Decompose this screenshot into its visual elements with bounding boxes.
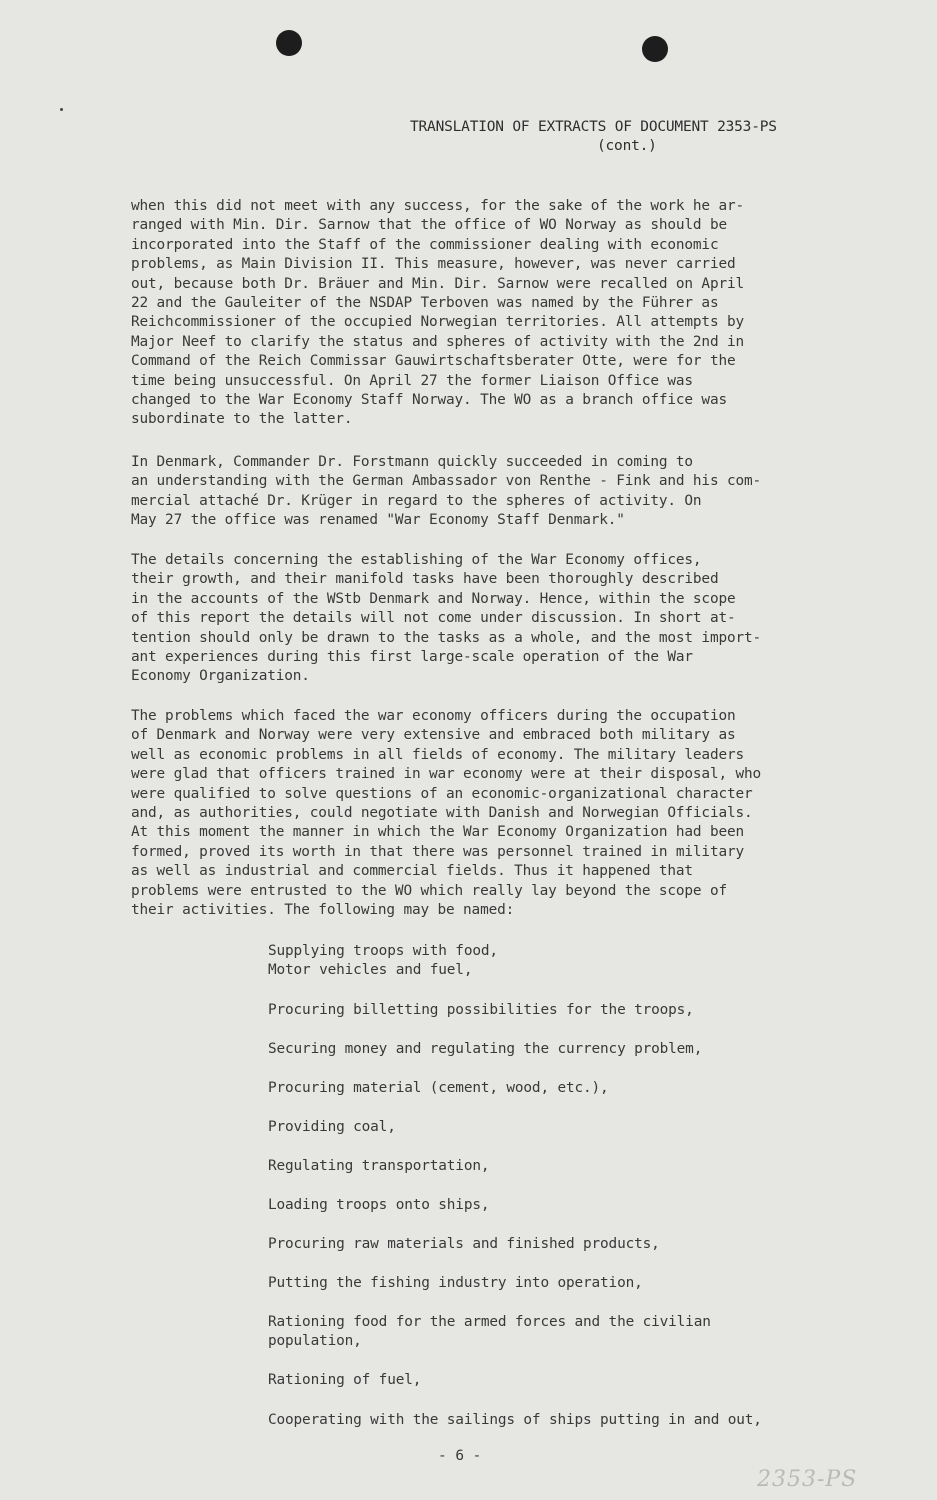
paragraph-norway: when this did not meet with any success, for the sake of the work he ar- ranged with Min. Dir. Sarnow that the office of WO Norway as should be incorporated into the Staff of the commissioner dealing with economic problems, as Main Division II. This measure, however, was never carried out, because both Dr. Bräuer and Min. Dir. Sarnow were recalled on April 22 and the Gauleiter of the NSDAP Terboven was named by the Führer as Reichcommissioner of the occupied Norwegian territories. All attempts by Major Neef to clarify the status and spheres of activity with the 2nd in Command of the Reich Commissar Gauwirtschaftsberater Otte, were for the time being unsuccessful. On April 27 the former Liaison Office was changed to the War Economy Staff Norway. The WO as a branch office was subordinate to the latter. xyxy=(131,198,745,428)
punch-hole-left xyxy=(276,30,302,56)
list-item: Putting the fishing industry into operation, xyxy=(268,1275,643,1291)
paper-speck xyxy=(60,108,63,111)
list-item: Securing money and regulating the currency problem, xyxy=(268,1041,703,1057)
list-item: Rationing food for the armed forces and the civilian population, xyxy=(268,1314,711,1350)
list-item: Procuring raw materials and finished products, xyxy=(268,1236,660,1252)
paragraph-denmark: In Denmark, Commander Dr. Forstmann quickly succeeded in coming to an understanding with the German Ambassador von Renthe - Fink and his com- mercial attaché Dr. Krüger in regard to the spheres of activity. On May 27 the office was renamed "War Economy Staff Denmark." xyxy=(131,454,762,529)
document-title: TRANSLATION OF EXTRACTS OF DOCUMENT 2353-PS xyxy=(410,119,777,135)
paragraph-details: The details concerning the establishing of the War Economy offices, their growth, and their manifold tasks have been thoroughly described in the accounts of the WStb Denmark and Norway. Hence, within the scope of this report the details will not come under discussion. In short at- tention should only be drawn to the tasks as a whole, and the most import- ant experiences during this first large-scale operation of the War Economy Organization. xyxy=(131,552,762,685)
document-header xyxy=(410,118,850,156)
document-number-stamp: 2353-PS xyxy=(757,1467,858,1492)
list-item: Providing coal, xyxy=(268,1119,396,1135)
paragraph-problems: The problems which faced the war economy officers during the occupation of Denmark and Norway were very extensive and embraced both military as well as economic problems in all fields of economy. The military leaders were glad that officers trained in war economy were at their disposal, who were qualified to solve questions of an economic-organizational character and, as authorities, could negotiate with Danish and Norwegian Officials. At this moment the manner in which the War Economy Organization had been formed, proved its worth in that there was personnel trained in military as well as industrial and commercial fields. Thus it happened that problems were entrusted to the WO which really lay beyond the scope of their activities. The following may be named: xyxy=(131,708,762,919)
list-item: Loading troops onto ships, xyxy=(268,1197,490,1213)
continuation-label: (cont.) xyxy=(597,138,657,154)
list-item: Procuring billetting possibilities for the troops, xyxy=(268,1002,694,1018)
list-item: Cooperating with the sailings of ships putting in and out, xyxy=(268,1412,762,1428)
list-item: Rationing of fuel, xyxy=(268,1372,422,1388)
punch-hole-right xyxy=(642,36,668,62)
list-item: Procuring material (cement, wood, etc.), xyxy=(268,1080,609,1096)
page-number: - 6 - xyxy=(438,1448,482,1464)
list-item: Regulating transportation, xyxy=(268,1158,490,1174)
list-item: Supplying troops with food, Motor vehicles and fuel, xyxy=(268,943,498,979)
